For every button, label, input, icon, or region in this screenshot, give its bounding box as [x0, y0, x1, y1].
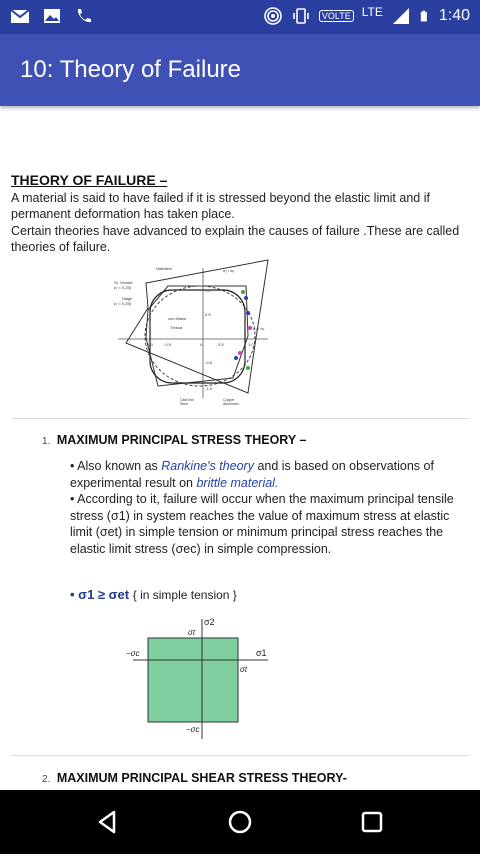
fig1-data-points-5: [234, 356, 238, 360]
theory1-number: 1.: [42, 436, 51, 447]
theory1-formula: [70, 587, 237, 602]
gallery-icon: [42, 6, 62, 26]
theory1-b1-mid: and is based on observations of experimental result on: [70, 459, 434, 490]
fig1-label-top-right: σ₁ / σₑ: [223, 268, 235, 273]
fig1-legend-aluminum: Aluminum: [223, 402, 239, 406]
formula-note: { in simple tension }: [132, 588, 237, 602]
fig1-label-tresca: Tresca: [170, 325, 183, 330]
fig1-tick-b05: -0.5: [205, 360, 212, 365]
theory1-b2-text: According to it, failure will occur when the maximum principal tensile stress (σ1) in system reaches the value of maximum stress at elastic limit (σet) in simple tension or minimum principal stress reaches the elastic limit stress (σec) in simple compression.: [70, 492, 454, 556]
fig1-label-st-venant: St. Venant: [114, 280, 133, 285]
theory1-title: MAXIMUM PRINCIPAL STRESS THEORY –: [56, 433, 307, 447]
fig1-label-mid-right: σ₂ / σₑ: [253, 326, 265, 331]
fig1-data-points-2: [246, 311, 250, 315]
fig1-tick-b10: -1.0: [205, 386, 212, 391]
theory2-heading: [42, 771, 347, 785]
fig1-legend-cast-iron: Cast iron: [180, 398, 195, 402]
formula-lhs: σ1 ≥ σet: [78, 587, 130, 602]
home-icon[interactable]: [222, 804, 258, 840]
fig1-data-points-6: [246, 366, 250, 370]
fig1-tick-l10: -1.0: [146, 342, 153, 347]
fig1-data-points-4: [238, 351, 242, 355]
fig1-label-st-venant-nu: (ν = 0.25): [114, 285, 132, 290]
battery-icon: [419, 6, 431, 26]
fig2-neg-sigma-c-bottom: −σc: [186, 725, 200, 734]
theory2-title: MAXIMUM PRINCIPAL SHEAR STRESS THEORY-: [56, 771, 347, 785]
fig1-tick-origin: 0: [200, 342, 203, 347]
back-icon[interactable]: [90, 804, 126, 840]
fig1-label-haigh-nu: (ν = 0.25): [114, 301, 132, 306]
theory1-bullet-2: [70, 491, 470, 557]
fig1-square-envelope: [146, 286, 248, 386]
divider: [12, 755, 470, 756]
gmail-icon: [10, 6, 30, 26]
theory1-heading: [42, 433, 306, 447]
fig1-data-points-1: [244, 296, 248, 300]
status-time: 1:40: [438, 7, 470, 24]
volte-badge: VOLTE: [319, 10, 354, 22]
theory2-number: 2.: [42, 774, 51, 785]
status-bar: [0, 0, 480, 34]
fig1-label-haddlem: Haddlem: [156, 266, 173, 271]
fig1-tick-l05: -0.5: [164, 342, 171, 347]
page-title: 10: Theory of Failure: [20, 56, 242, 83]
failure-theories-figure: [108, 258, 278, 408]
fig1-mises-ellipse: [145, 286, 255, 386]
signal-icon: [391, 6, 411, 26]
fig2-sigma1: σ1: [256, 648, 267, 658]
fig1-tick-r10: 1.0: [248, 342, 254, 347]
rankine-link[interactable]: Rankine's theory: [161, 459, 254, 473]
intro-paragraph-1: A material is said to have failed if it is stressed beyond the elastic limit and if permanent deformation has taken place.: [11, 191, 430, 221]
recents-icon[interactable]: [354, 804, 390, 840]
fig1-label-mises: von Mises: [168, 316, 187, 321]
bullet-dot: •: [70, 492, 78, 506]
fig2-sigma-t-top: σt: [188, 628, 196, 637]
safe-region: [148, 638, 238, 722]
divider: [12, 418, 470, 419]
fig1-tick-t05: 0.5: [205, 312, 211, 317]
hotspot-icon: [263, 6, 283, 26]
navigation-bar: [0, 790, 480, 854]
fig1-legend-copper: Copper: [223, 398, 235, 402]
content-scroll[interactable]: [0, 106, 480, 790]
vibrate-icon: [291, 6, 311, 26]
fig1-tresca-box: [150, 290, 245, 383]
section-heading: THEORY OF FAILURE –: [11, 172, 168, 188]
max-principal-stress-figure: [118, 614, 278, 744]
bullet-dot: •: [70, 587, 79, 602]
fig1-data-points-7: [241, 290, 245, 294]
fig1-data-points-3: [248, 326, 252, 330]
fig1-tick-t10: 1.0: [205, 288, 211, 293]
theory1-b1-pre: Also known as: [77, 459, 162, 473]
phone-icon: [74, 6, 94, 26]
brittle-material-link[interactable]: brittle material.: [196, 475, 279, 490]
bullet-dot: •: [70, 459, 78, 473]
fig2-sigma-t-right: σt: [240, 665, 248, 674]
fig2-sigma2: σ2: [204, 617, 215, 627]
theory1-bullet-1: [70, 458, 470, 491]
fig1-label-haigh: Haigh: [122, 296, 133, 301]
fig1-legend-steel: Steel: [180, 402, 188, 406]
fig2-neg-sigma-c-left: −σc: [126, 649, 140, 658]
lte-label: LTE: [361, 5, 383, 19]
app-bar: [0, 34, 480, 106]
fig1-tick-r05: 0.5: [218, 342, 224, 347]
intro-paragraph-2: Certain theories have advanced to explain the causes of failure .These are called theories of failure.: [11, 224, 460, 254]
